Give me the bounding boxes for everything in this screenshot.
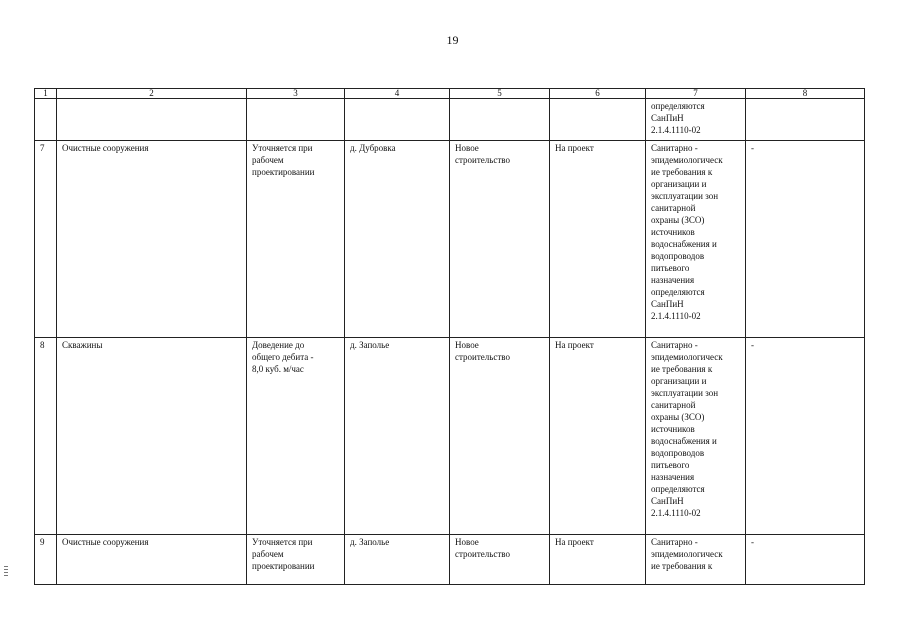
- column-header: 2: [57, 89, 247, 99]
- table-cell: [450, 99, 550, 141]
- location-cell: д. Дубровка: [345, 141, 450, 338]
- margin-mark: [4, 575, 8, 576]
- margin-mark: [4, 572, 8, 573]
- table-cell: [57, 99, 247, 141]
- location-cell: д. Заполье: [345, 535, 450, 585]
- table-row-continuation: [35, 99, 865, 141]
- requirements-cell: Санитарно - эпидемиологическ ие требования к организации и эксплуатации зон санитарной охраны (ЗСО) источников водоснабжения и водопроводов питьевого назначения определяются СанПиН 2.1.4.1110-02: [646, 338, 746, 535]
- table-cell: [345, 99, 450, 141]
- table-row: [35, 338, 865, 535]
- column-header: 4: [345, 89, 450, 99]
- table-row: [35, 141, 865, 338]
- object-name: Очистные сооружения: [57, 535, 247, 585]
- column-number-row: [35, 89, 865, 99]
- page-number: 19: [446, 33, 459, 47]
- requirements-cell: определяются СанПиН 2.1.4.1110-02: [646, 99, 746, 141]
- type-cell: Новое строительство: [450, 338, 550, 535]
- column-header: 5: [450, 89, 550, 99]
- requirements-cell: Санитарно - эпидемиологическ ие требования к: [646, 535, 746, 585]
- row-number: 8: [35, 338, 57, 535]
- table-cell: [746, 99, 865, 141]
- note-cell: -: [746, 338, 865, 535]
- column-header: 7: [646, 89, 746, 99]
- infrastructure-table: [34, 88, 865, 585]
- requirements-cell: Санитарно - эпидемиологическ ие требования к организации и эксплуатации зон санитарной охраны (ЗСО) источников водоснабжения и водопроводов питьевого назначения определяются СанПиН 2.1.4.1110-02: [646, 141, 746, 338]
- object-name: Очистные сооружения: [57, 141, 247, 338]
- column-header: 6: [550, 89, 646, 99]
- capacity-cell: Уточняется при рабочем проектировании: [247, 141, 345, 338]
- stage-cell: На проект: [550, 535, 646, 585]
- type-cell: Новое строительство: [450, 535, 550, 585]
- column-header: 8: [746, 89, 865, 99]
- row-number: 9: [35, 535, 57, 585]
- margin-mark: [4, 569, 8, 570]
- capacity-cell: Уточняется при рабочем проектировании: [247, 535, 345, 585]
- column-header: 3: [247, 89, 345, 99]
- capacity-cell: Доведение до общего дебита - 8,0 куб. м/час: [247, 338, 345, 535]
- table-cell: [247, 99, 345, 141]
- stage-cell: На проект: [550, 338, 646, 535]
- column-header: 1: [35, 89, 57, 99]
- stage-cell: На проект: [550, 141, 646, 338]
- note-cell: -: [746, 535, 865, 585]
- table-cell: [550, 99, 646, 141]
- margin-mark: [4, 566, 8, 567]
- note-cell: -: [746, 141, 865, 338]
- location-cell: д. Заполье: [345, 338, 450, 535]
- table-row: [35, 535, 865, 585]
- row-number: 7: [35, 141, 57, 338]
- object-name: Скважины: [57, 338, 247, 535]
- type-cell: Новое строительство: [450, 141, 550, 338]
- table-cell: [35, 99, 57, 141]
